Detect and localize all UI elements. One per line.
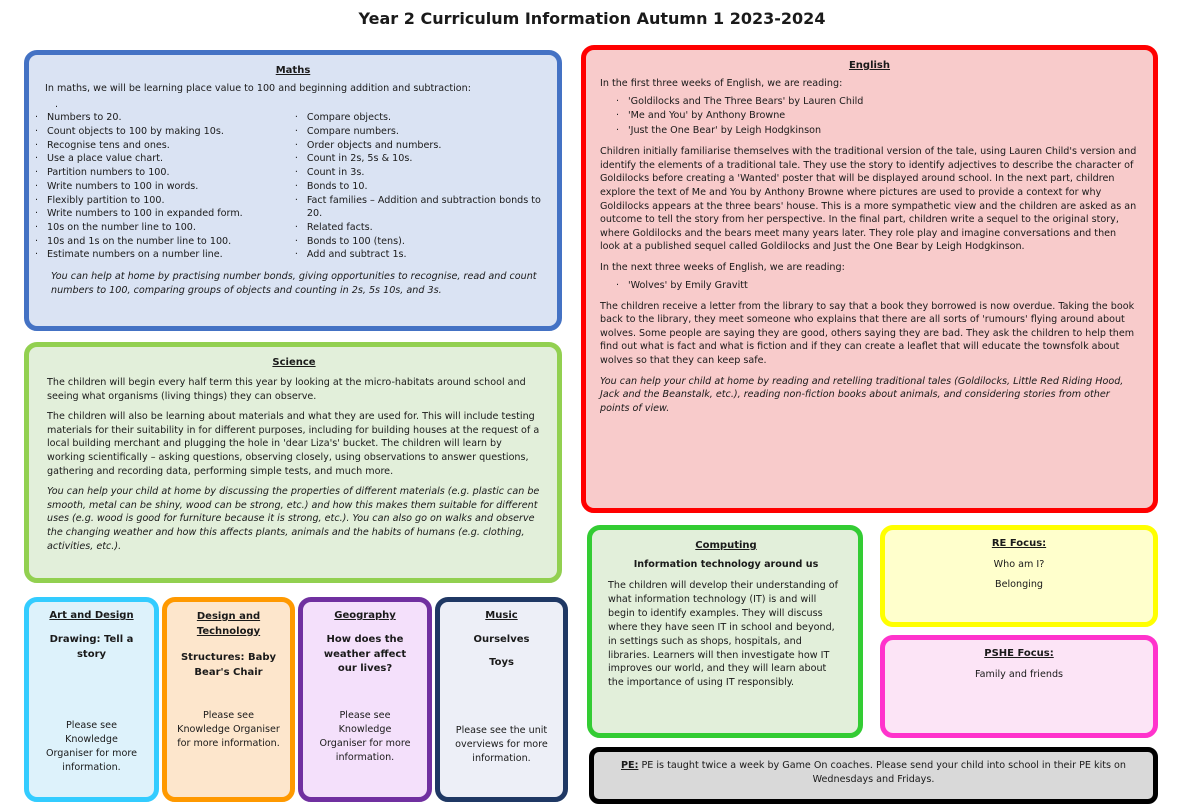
maths-dot: . [55, 98, 59, 110]
re-line2: Belonging [994, 579, 1044, 590]
english-p2: The children receive a letter from the library to say that a book they borrowed is now overdue. Taking the book back to the library, they meet someone who explains that there are all sorts of 'rumours' flying around about wolves. Some people are saying they are good, others saying they are bad. They ask the children to help them find out what is fact and what is fiction and if they can create a leaflet that will educate the townsfolk about wolves so that they can keep safe. [600, 300, 1135, 366]
science-p2: The children will also be learning about materials and what they are used for. This will include testing materials for their suitability in for different purposes, including for building houses at the request of a local building merchant and plugging the hole in 'dear Liza's' bucket. The children will learn by working scientifically – asking questions, observing closely, using observations to answer questions, gathering and recording data, performing simple tests, and much more. [47, 411, 540, 477]
maths-list-item: · 10s on the number line to 100. [33, 221, 289, 235]
english-books-list-2 [600, 279, 1139, 294]
computing-body: The children will develop their understanding of what information technology (IT) is and will begin to identify examples. They will discuss where they have seen IT in school and beyond, in settings such as shops, hospitals, and libraries. Learners will then investigate how IT improves our world, and they will learn about the importance of using IT responsibly. [608, 580, 839, 689]
maths-list-item: · Write numbers to 100 in expanded form. [33, 207, 289, 221]
maths-heading: Maths [275, 65, 311, 76]
maths-list-item: · Related facts. [293, 221, 543, 235]
maths-left-list [33, 111, 289, 262]
music-heading: Music [485, 610, 518, 621]
maths-intro: In maths, we will be learning place value to 100 and beginning addition and subtraction: [45, 83, 471, 94]
music-subheading-2: Toys [489, 656, 514, 668]
dt-heading: Design and Technology [196, 611, 261, 637]
maths-list-item: · Bonds to 100 (tens). [293, 235, 543, 249]
re-heading: RE Focus: [991, 538, 1047, 549]
maths-lists [33, 111, 543, 262]
science-panel [24, 342, 562, 583]
music-footer: Please see the unit overviews for more information. [455, 725, 548, 764]
pe-panel [589, 747, 1158, 804]
english-books-list-1 [600, 95, 1139, 140]
pe-text: PE is taught twice a week by Game On coaches. Please send your child into school in their PE kits on Wednesdays and Fridays. [638, 760, 1127, 786]
english-intro2: In the next three weeks of English, we are reading: [600, 262, 845, 274]
english-p1: Children initially familiarise themselves with the traditional version of the tale, using Lauren Child's version and identify the elements of a traditional tale. They use the story to identify adjectives to describe the character of Goldilocks before creating a 'Wanted' poster that will be displayed around school. In the next part, children explore the text of Me and You by Anthony Browne where pictures are used to provide a context for why Goldilocks appears at the three bears' house. This is a more sympathetic view and the children are asked as an outcome to tell the story from her perspective. In the final part, children write a sequel to the original story, where Goldilocks and the bears meet many years later. They role play and imagine conversations and then look at a published sequel called Goldilocks and Just the One Bear by Leigh Hodgkinson. [600, 146, 1137, 253]
pshe-panel [880, 635, 1158, 738]
pe-label: PE: [620, 760, 639, 771]
english-book-item: · 'Wolves' by Emily Gravitt [628, 279, 1139, 294]
english-heading: English [848, 60, 891, 71]
geography-footer: Please see Knowledge Organiser for more information. [319, 710, 411, 763]
maths-list-item: · Recognise tens and ones. [33, 139, 289, 153]
geography-panel [298, 597, 432, 802]
science-help: You can help your child at home by discussing the properties of different materials (e.g. plastic can be smooth, metal can be shiny, wood can be strong, etc.) and how this makes them suitable for different uses (e.g. wood is good for furniture because it is strong, etc.). You can also go on walks and observe the changing weather and how this affects plants, animals and the habits of humans (e.g. clothing, activities, etc.). [47, 486, 540, 552]
english-book-item: · 'Goldilocks and The Three Bears' by Lauren Child [628, 95, 1139, 110]
maths-list-item: · Count in 3s. [293, 166, 543, 180]
english-book-item: · 'Just the One Bear' by Leigh Hodgkinson [628, 124, 1139, 139]
art-heading: Art and Design [49, 610, 134, 621]
english-help: You can help your child at home by reading and retelling traditional tales (Goldilocks, Little Red Riding Hood, Jack and the Beanstalk, etc.), reading non-fiction books about animals, and considering stories from other points of view. [600, 375, 1124, 414]
page-title: Year 2 Curriculum Information Autumn 1 2023-2024 [358, 9, 826, 28]
pshe-heading: PSHE Focus: [984, 648, 1054, 659]
dt-subheading: Structures: Baby Bear's Chair [180, 652, 277, 678]
music-panel [435, 597, 568, 802]
maths-right-list [293, 111, 543, 262]
re-panel [880, 525, 1158, 627]
art-subheading: Drawing: Tell a story [49, 634, 134, 660]
science-heading: Science [272, 357, 316, 368]
maths-list-item: · 10s and 1s on the number line to 100. [33, 235, 289, 249]
english-book-item: · 'Me and You' by Anthony Browne [628, 109, 1139, 124]
maths-help: You can help at home by practising number bonds, giving opportunities to recognise, read and count numbers to 100, comparing groups of objects and counting in 2s, 5s 10s, and 3s. [51, 271, 537, 296]
music-subheading-1: Ourselves [473, 634, 530, 645]
science-p1: The children will begin every half term this year by looking at the micro-habitats around school and seeing what organisms (living things) they can observe. [47, 377, 526, 402]
maths-list-item: · Write numbers to 100 in words. [33, 180, 289, 194]
art-panel [24, 597, 159, 802]
dt-panel [162, 597, 295, 802]
maths-list-item: · Bonds to 10. [293, 180, 543, 194]
maths-list-item: · Order objects and numbers. [293, 139, 543, 153]
maths-list-item: · Flexibly partition to 100. [33, 194, 289, 208]
pshe-line1: Family and friends [974, 669, 1064, 680]
maths-list-item: · Fact families – Addition and subtraction bonds to 20. [293, 194, 543, 221]
geography-heading: Geography [334, 610, 396, 621]
maths-list-item: · Add and subtract 1s. [293, 248, 543, 262]
maths-list-item: · Count objects to 100 by making 10s. [33, 125, 289, 139]
maths-list-item: · Compare objects. [293, 111, 543, 125]
maths-list-item: · Numbers to 20. [33, 111, 289, 125]
english-intro1: In the first three weeks of English, we are reading: [600, 78, 843, 89]
re-line1: Who am I? [993, 559, 1045, 570]
art-footer: Please see Knowledge Organiser for more information. [45, 720, 138, 773]
computing-heading: Computing [695, 540, 757, 551]
dt-footer: Please see Knowledge Organiser for more information. [177, 710, 280, 749]
maths-list-item: · Partition numbers to 100. [33, 166, 289, 180]
maths-list-item: · Use a place value chart. [33, 152, 289, 166]
maths-list-item: · Count in 2s, 5s & 10s. [293, 152, 543, 166]
maths-list-item: · Estimate numbers on a number line. [33, 248, 289, 262]
maths-panel [24, 50, 562, 331]
geography-subheading: How does the weather affect our lives? [323, 634, 407, 674]
english-panel [581, 45, 1158, 513]
computing-panel [587, 525, 863, 738]
computing-subheading: Information technology around us [633, 559, 819, 570]
maths-list-item: · Compare numbers. [293, 125, 543, 139]
